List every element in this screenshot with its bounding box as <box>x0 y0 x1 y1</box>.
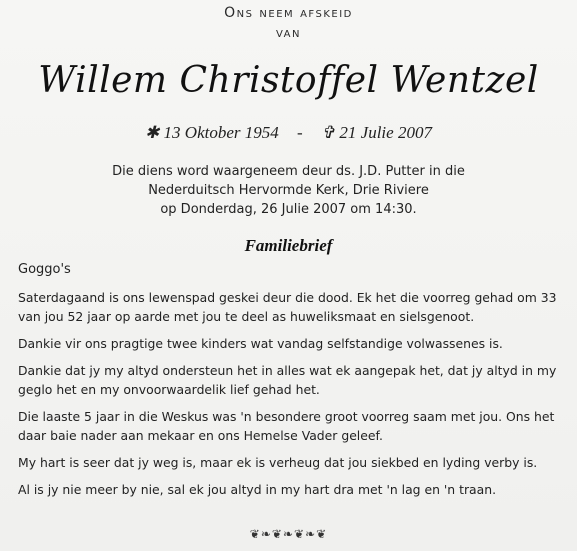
letter-paragraph: Dankie vir ons pragtige twee kinders wat vandag selfstandige volwassenes is. <box>18 336 503 351</box>
letter-paragraph: Al is jy nie meer by nie, sal ek jou altyd in my hart dra met 'n lag en 'n traan. <box>18 482 497 497</box>
deceased-name: Willem Christoffel Wentzel <box>38 60 539 101</box>
letter-salutation: Goggo's <box>18 262 71 277</box>
service-line-3: op Donderdag, 26 Julie 2007 om 14:30. <box>160 202 417 217</box>
letter-paragraph: Dankie dat jy my altyd ondersteun het in alles wat ek aangepak het, dat jy altyd in my geglo het en my onvoorwaardelik lief gehad het. <box>18 363 557 397</box>
date-separator: - <box>297 123 303 142</box>
farewell-subheading: van <box>275 25 302 41</box>
death-date: ✞ 21 Julie 2007 <box>320 123 432 142</box>
decorative-ornament: ❦❧❦❧❦❧❦ <box>249 527 328 541</box>
letter-paragraph: My hart is seer dat jy weg is, maar ek is verheug dat jou siekbed en lyding verby is. <box>18 455 538 470</box>
letter-body <box>18 288 563 507</box>
farewell-heading: Ons neem afskeid <box>224 5 353 21</box>
service-details <box>0 162 577 219</box>
letter-paragraph: Saterdagaand is ons lewenspad geskei deur die dood. Ek het die voorreg gehad om 33 van jou 52 jaar op aarde met jou te deel as huweliksmaat en sielsgenoot. <box>18 290 557 324</box>
letter-title: Familiebrief <box>244 236 333 255</box>
service-line-2: Nederduitsch Hervormde Kerk, Drie Riviere <box>148 183 429 198</box>
life-dates <box>0 123 577 143</box>
service-line-1: Die diens word waargeneem deur ds. J.D. Putter in die <box>112 164 465 179</box>
birth-date: ✱ 13 Oktober 1954 <box>145 123 279 142</box>
letter-paragraph: Die laaste 5 jaar in die Weskus was 'n besondere groot voorreg saam met jou. Ons het daar baie nader aan mekaar en ons Hemelse Vader geleef. <box>18 409 555 443</box>
